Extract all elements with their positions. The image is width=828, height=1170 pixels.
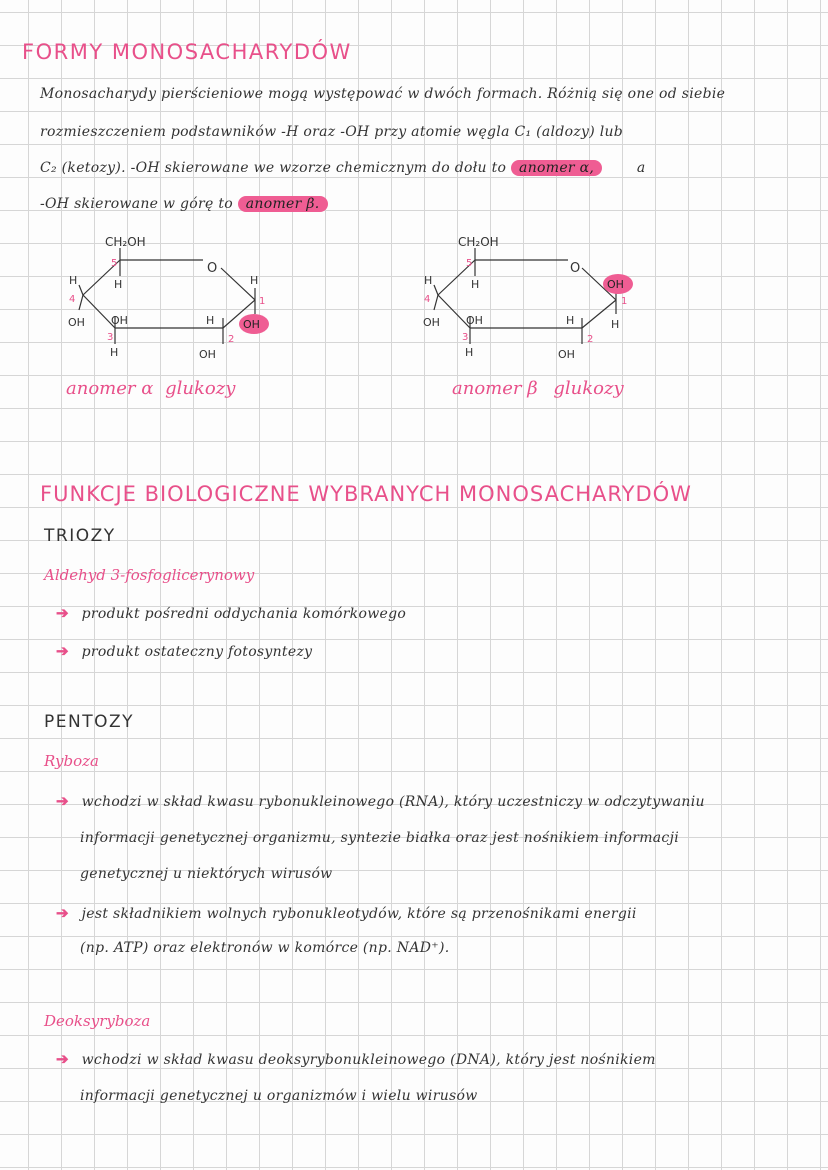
beta-c3-h: H — [465, 346, 474, 359]
subheading-deoxyribose: Deoksyryboza — [44, 1012, 151, 1030]
beta-c5-h: H — [471, 278, 480, 291]
beta-glucose-structure — [410, 230, 650, 370]
beta-ch2oh: CH₂OH — [458, 235, 499, 249]
section-title-functions: FUNKCJE BIOLOGICZNE WYBRANYCH MONOSACHARYDÓW — [40, 482, 692, 506]
alpha-num-5: 5 — [111, 258, 118, 269]
triose-item-2-text: produkt ostateczny fotosyntezy — [81, 644, 313, 660]
ribose-item-1-line-1-text: wchodzi w skład kwasu rybonukleinowego (RNA), który uczestniczy w odczytywaniu — [81, 794, 705, 810]
anomer-beta-highlight: anomer β. — [238, 196, 328, 212]
heading-pentoses: PENTOZY — [44, 712, 135, 732]
beta-ring-oxygen: O — [570, 261, 581, 276]
triose-item-2 — [56, 642, 312, 660]
subheading-aldehyde: Aldehyd 3-fosfoglicerynowy — [44, 566, 255, 584]
arrow-icon: ➔ — [56, 604, 69, 622]
beta-num-1: 1 — [621, 296, 628, 307]
arrow-icon: ➔ — [56, 904, 69, 922]
alpha-caption-name: glukozy — [165, 378, 236, 399]
arrow-icon: ➔ — [56, 642, 69, 660]
beta-c1-h: H — [611, 318, 620, 331]
beta-c2-oh: OH — [558, 348, 575, 361]
beta-caption-anomer: anomer β — [452, 378, 538, 399]
beta-c2-h: H — [566, 314, 575, 327]
paragraph-line-3-tail: a — [636, 160, 646, 176]
beta-c4-h: H — [424, 274, 433, 287]
subheading-ribose: Ryboza — [44, 752, 99, 770]
arrow-icon: ➔ — [56, 792, 69, 810]
alpha-c4-oh: OH — [68, 316, 85, 329]
paragraph-line-2: rozmieszczeniem podstawników -H oraz -OH przy atomie węgla C₁ (aldozy) lub — [40, 124, 624, 140]
arrow-icon: ➔ — [56, 1050, 69, 1068]
ribose-item-2-line-1-text: jest składnikiem wolnych rybonukleotydów, które są przenośnikami energii — [81, 906, 637, 922]
alpha-c5-h: H — [114, 278, 123, 291]
alpha-c3-h: H — [110, 346, 119, 359]
beta-c3-oh: OH — [466, 314, 483, 327]
paragraph-line-4 — [40, 196, 328, 212]
triose-item-1 — [56, 604, 406, 622]
alpha-c1-h: H — [250, 274, 259, 287]
triose-item-1-text: produkt pośredni oddychania komórkowego — [81, 606, 407, 622]
beta-caption-name: glukozy — [553, 378, 624, 399]
beta-c1-oh: OH — [607, 278, 624, 291]
deoxyribose-item-1-line-1-text: wchodzi w skład kwasu deoksyrybonukleinowego (DNA), który jest nośnikiem — [81, 1052, 656, 1068]
alpha-ring-oxygen: O — [207, 261, 218, 276]
alpha-glucose-structure — [55, 230, 295, 370]
alpha-c1-oh: OH — [243, 318, 260, 331]
paragraph-line-1: Monosacharydy pierścieniowe mogą występować w dwóch formach. Różnią się one od siebie — [40, 86, 726, 102]
alpha-c4-h: H — [69, 274, 78, 287]
alpha-c2-h: H — [206, 314, 215, 327]
beta-caption — [452, 378, 624, 399]
beta-num-5: 5 — [466, 258, 473, 269]
alpha-num-1: 1 — [259, 296, 266, 307]
alpha-caption-anomer: anomer α — [66, 378, 154, 399]
paragraph-line-3 — [40, 160, 646, 176]
alpha-c3-oh: OH — [111, 314, 128, 327]
beta-num-3: 3 — [462, 332, 469, 343]
deoxyribose-item-1-line-1 — [56, 1050, 656, 1068]
heading-trioses: TRIOZY — [44, 526, 116, 546]
alpha-num-4: 4 — [69, 294, 76, 305]
alpha-num-2: 2 — [228, 334, 235, 345]
paragraph-line-4-text: -OH skierowane w górę to — [40, 196, 234, 212]
alpha-c2-oh: OH — [199, 348, 216, 361]
alpha-ch2oh: CH₂OH — [105, 235, 146, 249]
beta-c4-oh: OH — [423, 316, 440, 329]
beta-num-4: 4 — [424, 294, 431, 305]
ribose-item-1-line-3: genetycznej u niektórych wirusów — [80, 866, 333, 882]
beta-num-2: 2 — [587, 334, 594, 345]
alpha-caption — [66, 378, 235, 399]
ribose-item-2-line-1 — [56, 904, 637, 922]
ribose-item-2-line-2: (np. ATP) oraz elektronów w komórce (np. NAD⁺). — [80, 940, 450, 956]
paragraph-line-3-text: C₂ (ketozy). -OH skierowane we wzorze chemicznym do dołu to — [40, 160, 507, 176]
deoxyribose-item-1-line-2: informacji genetycznej u organizmów i wielu wirusów — [80, 1088, 478, 1104]
ribose-item-1-line-1 — [56, 792, 705, 810]
anomer-alpha-highlight: anomer α, — [511, 160, 602, 176]
alpha-num-3: 3 — [107, 332, 114, 343]
ribose-item-1-line-2: informacji genetycznej organizmu, syntezie białka oraz jest nośnikiem informacji — [80, 830, 679, 846]
section-title-forms: FORMY MONOSACHARYDÓW — [22, 40, 352, 64]
